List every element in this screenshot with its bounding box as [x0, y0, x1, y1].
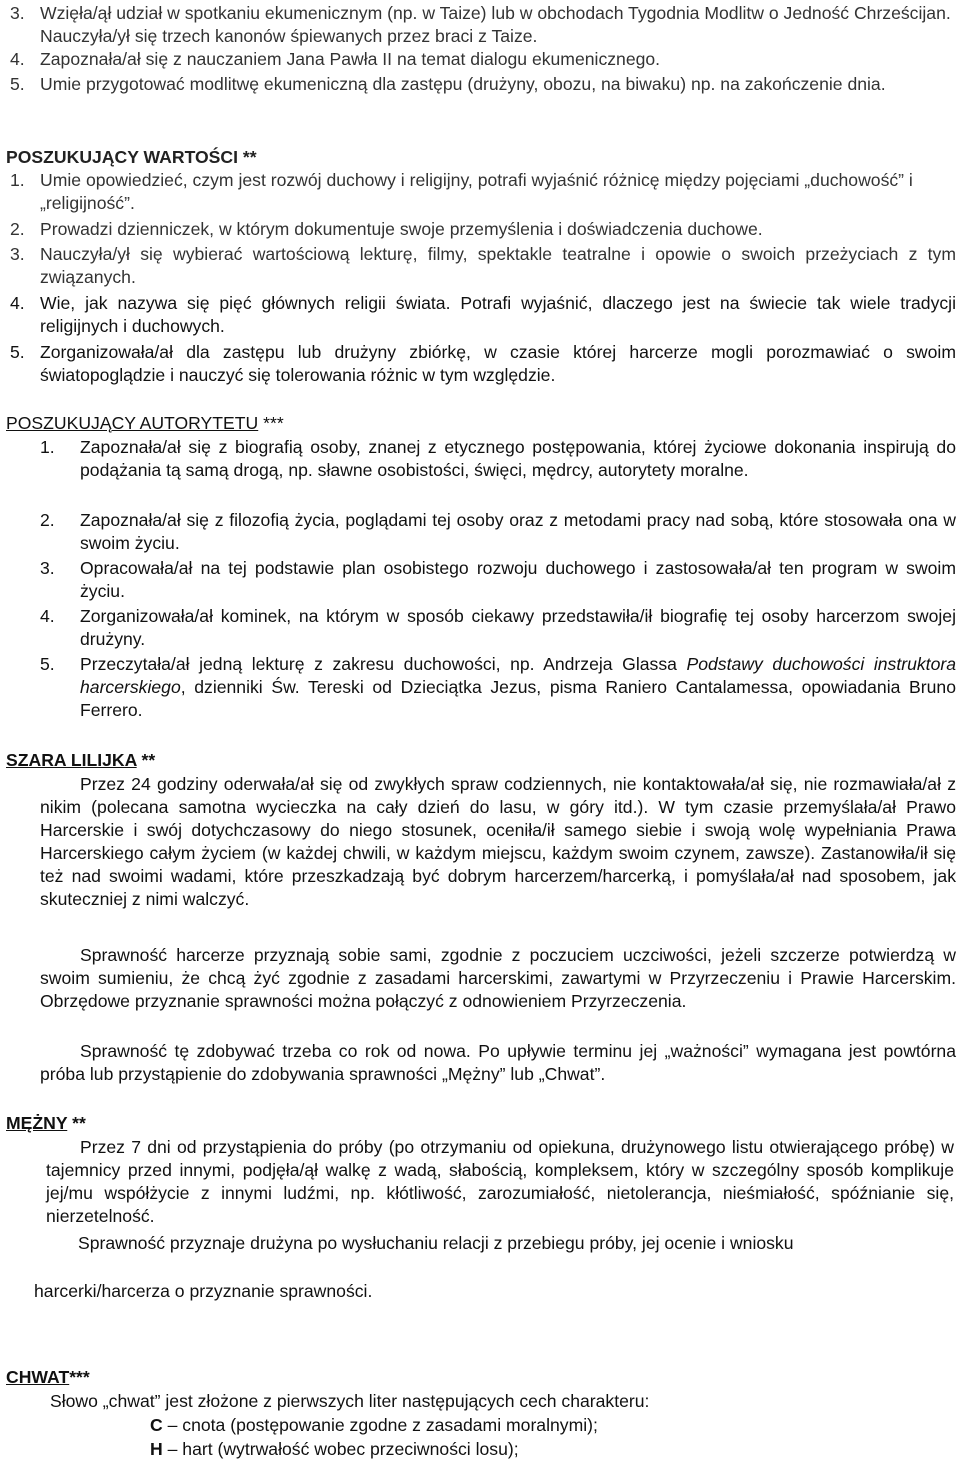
item-number: 3.	[10, 244, 25, 264]
letter-text: – hart (wytrwałość wobec przeciwności losu);	[162, 1439, 519, 1459]
item-text: Zorganizowała/ał kominek, na którym w sposób ciekawy przedstawiła/ił biografię tej osoby harcerzom swojej drużyny.	[80, 606, 956, 649]
item-text: Nauczyła/ył się wybierać wartościową lekturę, filmy, spektakle teatralne i opowie o swoich przeżyciach z tym związanych.	[40, 244, 956, 287]
list-item	[10, 341, 956, 387]
item-text: Wie, jak nazywa się pięć głównych religii świata. Potrafi wyjaśnić, dlaczego jest na świecie tak wiele tradycji religijnych i duchowych.	[40, 293, 956, 336]
list-item	[10, 48, 956, 71]
paragraph-text: Sprawność tę zdobywać trzeba co rok od nowa. Po upływie terminu jej „ważności” wymagana jest powtórna próba lub przystąpienie do zdobywania sprawności „Mężny” lub „Chwat”.	[40, 1041, 956, 1084]
list-item	[150, 1438, 519, 1461]
list-item	[40, 605, 956, 651]
item-number: 3.	[40, 558, 55, 578]
paragraph	[40, 944, 956, 1013]
item-text: Zapoznała/ał się z filozofią życia, poglądami tej osoby oraz z metodami pracy nad sobą, które stosowała ona w swoim życiu.	[80, 510, 956, 553]
item-number: 5.	[40, 654, 55, 674]
paragraph	[40, 773, 956, 911]
letter-key: H	[150, 1439, 163, 1459]
paragraph-text: Przez 24 godziny oderwała/ał się od zwykłych spraw codziennych, nie kontaktowała/ał się, nie rozmawiała/ał z nikim (polecana samotna wycieczka na cały dzień do lasu, w góry itd.). W tym czasie przemyślała/ał Prawo Harcerskie i swój dotychczasowy do niego stosunek, oceniła/ił samego siebie i swoją wolę wypełniania Prawa Harcerskiego całym życiem (w każdej chwili, w każdym miejscu, każdym swoim czynem, zawsze). Zastanowiła/ił się też nad swoimi wadami, które przeszkadzają być dobrym harcerzem/harcerką, i pomyślała/ał nad sposobem, jak skuteczniej z nimi walczyć.	[40, 774, 956, 909]
heading-stars: ***	[258, 413, 284, 433]
list-item	[10, 218, 956, 241]
section-heading-autorytetu	[6, 412, 284, 435]
list-item	[10, 169, 956, 215]
item-number: 1.	[40, 437, 55, 457]
heading-stars: **	[136, 750, 156, 770]
section-heading-wartosci	[6, 146, 257, 169]
paragraph-line: Sprawność przyznaje drużyna po wysłuchaniu relacji z przebiegu próby, jej ocenie i wniosku	[78, 1233, 794, 1253]
heading-text: POSZUKUJĄCY WARTOŚCI	[6, 147, 239, 167]
letter-key: C	[150, 1415, 163, 1435]
list-item	[150, 1414, 598, 1437]
item-text-part: Przeczytała/ał jedną lekturę z zakresu duchowości, np. Andrzeja Glassa	[80, 654, 687, 674]
item-text: Zorganizowała/ał dla zastępu lub drużyny zbiórkę, w czasie której harcerze mogli porozmawiać o swoim światopoglądzie i nauczyć się tolerowania różnic w tym względzie.	[40, 342, 956, 385]
list-item	[10, 73, 956, 96]
item-text: Prowadzi dzienniczek, w którym dokumentuje swoje przemyślenia i doświadczenia duchowe.	[40, 219, 763, 239]
item-number: 4.	[10, 49, 25, 69]
heading-text: POSZUKUJĄCY AUTORYTETU	[6, 413, 259, 433]
item-number: 4.	[40, 606, 55, 626]
item-text: Zapoznała/ał się z nauczaniem Jana Pawła II na temat dialogu ekumenicznego.	[40, 49, 661, 69]
item-number: 2.	[40, 510, 55, 530]
item-text: Umie przygotować modlitwę ekumeniczną dla zastępu (drużyny, obozu, na biwaku) np. na zakończenie dnia.	[40, 74, 886, 94]
item-number: 2.	[10, 219, 25, 239]
heading-text: SZARA LILIJKA	[6, 750, 137, 770]
item-number: 4.	[10, 293, 25, 313]
paragraph	[40, 1040, 956, 1086]
list-item	[40, 557, 956, 603]
section-heading-mezny	[6, 1112, 86, 1135]
heading-text: CHWAT	[6, 1367, 70, 1387]
item-text: Zapoznała/ał się z biografią osoby, znanej z etycznego postępowania, której życiowe dokonania inspirują do podążania tą samą drogą, np. sławne osobistości, święci, mędrcy, autorytety moralne.	[80, 437, 956, 480]
paragraph-line: harcerki/harcerza o przyznanie sprawności.	[34, 1281, 373, 1301]
item-number: 5.	[10, 74, 25, 94]
paragraph-line: Słowo „chwat” jest złożone z pierwszych liter następujących cech charakteru:	[50, 1391, 650, 1411]
list-item	[40, 653, 956, 722]
item-number: 5.	[10, 342, 25, 362]
item-number: 3.	[10, 3, 25, 23]
list-item	[10, 292, 956, 338]
item-number: 1.	[10, 170, 25, 190]
item-text: Umie opowiedzieć, czym jest rozwój duchowy i religijny, potrafi wyjaśnić różnicę między pojęciami „duchowość” i „religijność”.	[40, 170, 913, 213]
list-item	[40, 509, 956, 555]
heading-text: MĘŻNY	[6, 1113, 68, 1133]
heading-stars: ***	[69, 1367, 90, 1387]
list-item	[10, 2, 956, 48]
section-heading-szara-lilijka	[6, 749, 155, 772]
book-title: Podstawy duchowości instruktora harcerskiego	[80, 654, 957, 697]
heading-stars: **	[238, 147, 257, 167]
list-item	[40, 436, 956, 482]
heading-stars: **	[67, 1113, 86, 1133]
paragraph-text: Przez 7 dni od przystąpienia do próby (po otrzymaniu od opiekuna, drużynowego listu otwierającego próbę) w tajemnicy przed innymi, podjęła/ął walkę z wadą, słabością, kompleksem, który w szczególny sposób komplikuje jej/mu współżycie z innymi ludźmi, np. kłótliwość, zarozumiałość, nietolerancja, nieśmiałość, spóźnianie się, nierzetelność.	[46, 1137, 954, 1226]
item-text: Wzięła/ął udział w spotkaniu ekumenicznym (np. w Taize) lub w obchodach Tygodnia Modlitw o Jedność Chrześcijan. Nauczyła/ył się trzech kanonów śpiewanych przez braci z Taize.	[40, 3, 951, 46]
item-text: Opracowała/ał na tej podstawie plan osobistego rozwoju duchowego i zastosowała/ał ten program w swoim życiu.	[80, 558, 956, 601]
item-text-part: , dzienniki Św. Tereski od Dzieciątka Jezus, pisma Raniero Cantalamessa, opowiadania Bruno Ferrero.	[80, 677, 956, 720]
paragraph	[46, 1136, 954, 1228]
paragraph-text: Sprawność harcerze przyznają sobie sami, zgodnie z poczuciem uczciwości, jeżeli szczerze potwierdzą w swoim sumieniu, że chcą żyć zgodnie z zasadami harcerskimi, zawartymi w Przyrzeczeniu i Prawie Harcerskim. Obrzędowe przyznanie sprawności można połączyć z odnowieniem Przyrzeczenia.	[40, 945, 956, 1011]
letter-text: – cnota (postępowanie zgodne z zasadami moralnymi);	[162, 1415, 598, 1435]
section-heading-chwat	[6, 1366, 90, 1389]
item-text	[80, 653, 956, 722]
list-item	[10, 243, 956, 289]
